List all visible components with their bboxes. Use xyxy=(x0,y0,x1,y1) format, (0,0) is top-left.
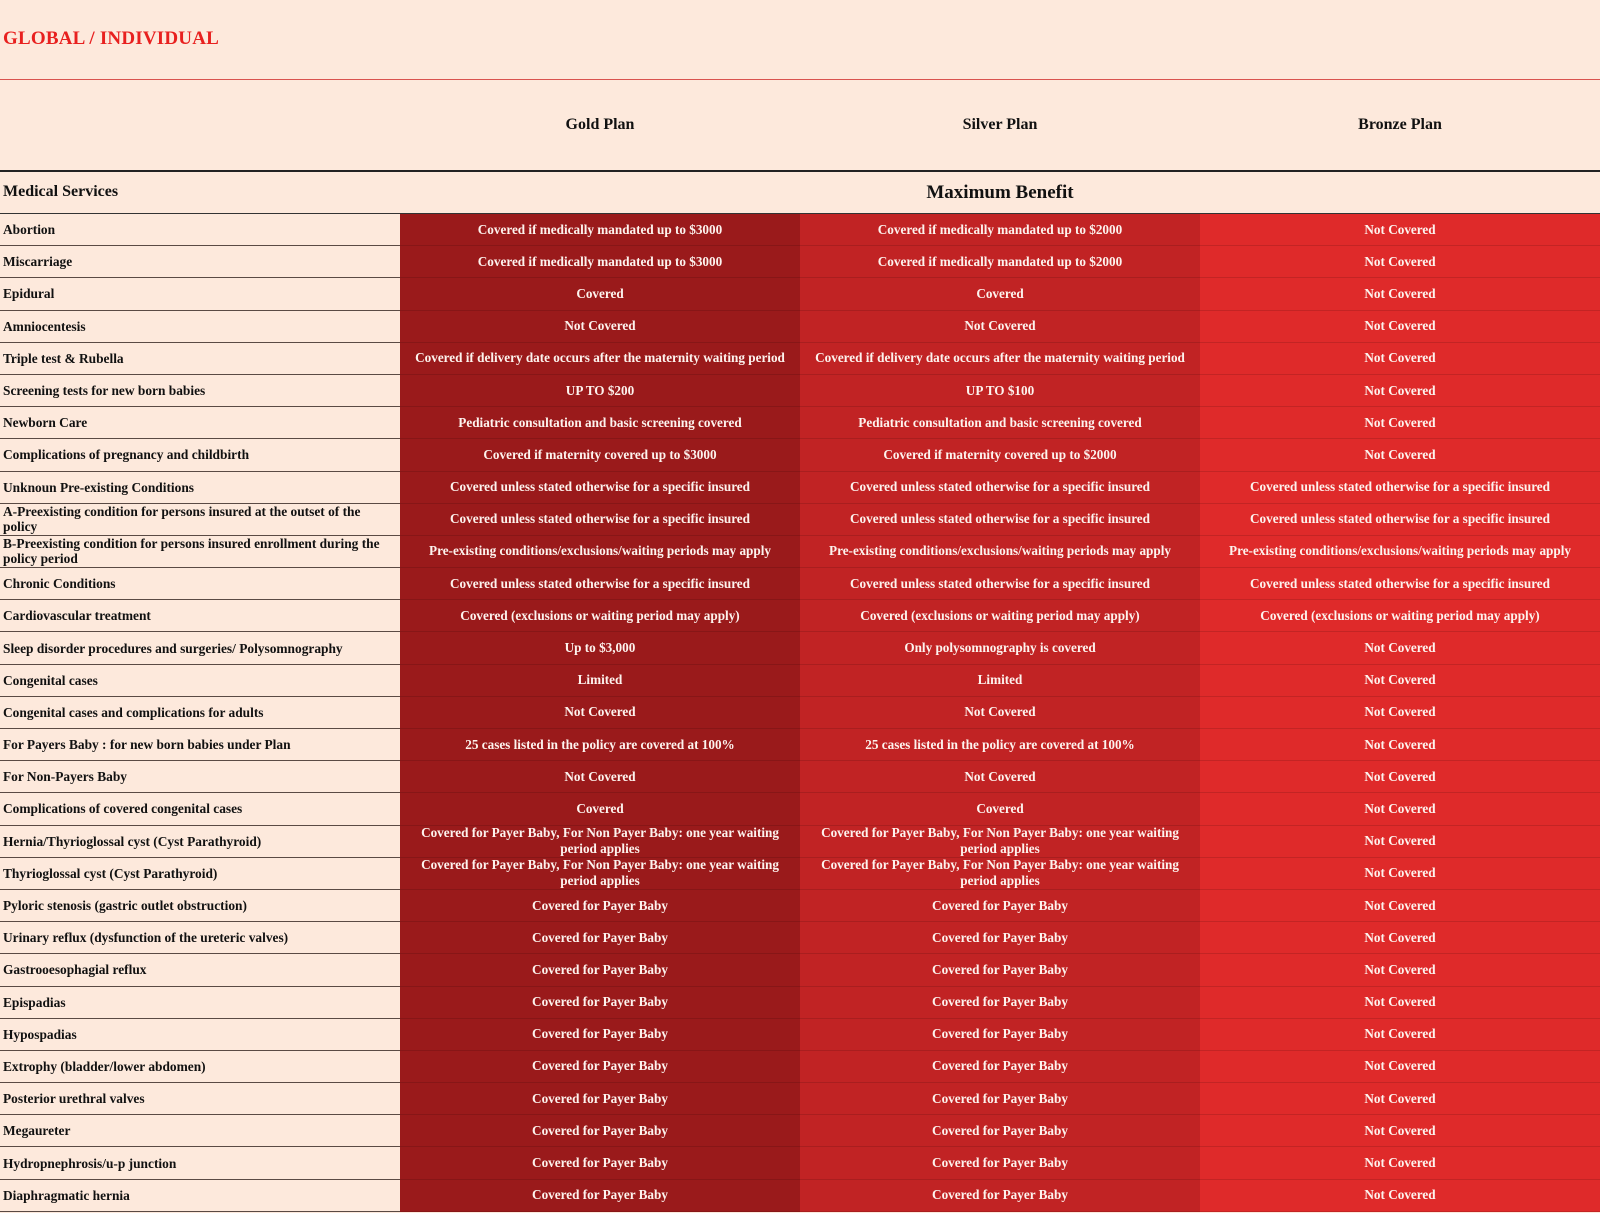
table-cell-bronze: Not Covered xyxy=(1200,214,1600,246)
table-cell-silver: Covered xyxy=(800,793,1200,825)
table-cell-gold: Pediatric consultation and basic screening covered xyxy=(400,407,800,439)
table-cell-bronze: Not Covered xyxy=(1200,826,1600,858)
table-cell-gold: Covered for Payer Baby xyxy=(400,1083,800,1115)
table-cell-gold: Covered for Payer Baby, For Non Payer Baby: one year waiting period applies xyxy=(400,826,800,858)
table-cell-gold: Up to $3,000 xyxy=(400,632,800,664)
table-cell-gold: Pre-existing conditions/exclusions/waiting periods may apply xyxy=(400,536,800,568)
table-row-service: Hypospadias xyxy=(0,1019,400,1051)
table-cell-bronze: Not Covered xyxy=(1200,761,1600,793)
plan-header-row xyxy=(0,80,1600,172)
table-row-service: Sleep disorder procedures and surgeries/ Polysomnography xyxy=(0,632,400,664)
table-cell-bronze: Not Covered xyxy=(1200,439,1600,471)
table-cell-silver: Covered for Payer Baby, For Non Payer Baby: one year waiting period applies xyxy=(800,858,1200,890)
table-cell-gold: Covered for Payer Baby xyxy=(400,987,800,1019)
table-row-service: Complications of pregnancy and childbirth xyxy=(0,439,400,471)
table-cell-silver: Covered for Payer Baby, For Non Payer Baby: one year waiting period applies xyxy=(800,826,1200,858)
table-cell-bronze: Not Covered xyxy=(1200,922,1600,954)
table-row-service: Epispadias xyxy=(0,987,400,1019)
table-cell-bronze: Not Covered xyxy=(1200,954,1600,986)
table-cell-silver: Covered for Payer Baby xyxy=(800,1180,1200,1212)
table-row-service: Screening tests for new born babies xyxy=(0,375,400,407)
plan-name-gold: Gold Plan xyxy=(565,116,635,133)
table-cell-gold: Covered unless stated otherwise for a specific insured xyxy=(400,472,800,504)
max-benefit-label: Maximum Benefit xyxy=(926,182,1074,203)
table-cell-silver: Pediatric consultation and basic screening covered xyxy=(800,407,1200,439)
table-cell-gold: Not Covered xyxy=(400,697,800,729)
table-row-service: Diaphragmatic hernia xyxy=(0,1180,400,1212)
table-cell-bronze: Not Covered xyxy=(1200,665,1600,697)
table-row-service: Extrophy (bladder/lower abdomen) xyxy=(0,1051,400,1083)
table-row-service: For Non-Payers Baby xyxy=(0,761,400,793)
table-cell-silver: Not Covered xyxy=(800,311,1200,343)
table-row-service: A-Preexisting condition for persons insured at the outset of the policy xyxy=(0,504,400,536)
table-cell-gold: Covered for Payer Baby xyxy=(400,1115,800,1147)
table-cell-gold: Covered for Payer Baby xyxy=(400,1051,800,1083)
table-row-service: Congenital cases xyxy=(0,665,400,697)
table-cell-bronze: Not Covered xyxy=(1200,343,1600,375)
plan-name-silver: Silver Plan xyxy=(962,116,1038,133)
table-cell-silver: Covered if delivery date occurs after the maternity waiting period xyxy=(800,343,1200,375)
table-cell-bronze: Not Covered xyxy=(1200,1147,1600,1179)
table-cell-gold: Limited xyxy=(400,665,800,697)
table-cell-bronze: Not Covered xyxy=(1200,1051,1600,1083)
table-cell-silver: Covered for Payer Baby xyxy=(800,1083,1200,1115)
table-cell-gold: Covered for Payer Baby, For Non Payer Baby: one year waiting period applies xyxy=(400,858,800,890)
table-row-service: Complications of covered congenital cases xyxy=(0,793,400,825)
table-row-service: Abortion xyxy=(0,214,400,246)
table-cell-gold: Covered for Payer Baby xyxy=(400,890,800,922)
table-cell-gold: Covered if delivery date occurs after the maternity waiting period xyxy=(400,343,800,375)
table-cell-bronze: Not Covered xyxy=(1200,278,1600,310)
table-row-service: Hernia/Thyrioglossal cyst (Cyst Parathyroid) xyxy=(0,826,400,858)
table-cell-bronze: Not Covered xyxy=(1200,890,1600,922)
table-cell-bronze: Not Covered xyxy=(1200,407,1600,439)
table-row-service: Posterior urethral valves xyxy=(0,1083,400,1115)
table-cell-bronze: Covered unless stated otherwise for a specific insured xyxy=(1200,472,1600,504)
table-cell-gold: Covered for Payer Baby xyxy=(400,922,800,954)
table-cell-silver: Only polysomnography is covered xyxy=(800,632,1200,664)
table-cell-gold: Not Covered xyxy=(400,311,800,343)
table-row-service: Newborn Care xyxy=(0,407,400,439)
table-cell-bronze: Not Covered xyxy=(1200,311,1600,343)
table-row-service: Epidural xyxy=(0,278,400,310)
table-row-service: Congenital cases and complications for adults xyxy=(0,697,400,729)
table-cell-gold: Covered (exclusions or waiting period may apply) xyxy=(400,600,800,632)
table-row-service: Pyloric stenosis (gastric outlet obstruction) xyxy=(0,890,400,922)
table-cell-silver: Covered for Payer Baby xyxy=(800,1115,1200,1147)
table-row-service: Hydropnephrosis/u-p junction xyxy=(0,1147,400,1179)
table-cell-bronze: Not Covered xyxy=(1200,1019,1600,1051)
table-cell-gold: Not Covered xyxy=(400,761,800,793)
table-cell-silver: Pre-existing conditions/exclusions/waiting periods may apply xyxy=(800,536,1200,568)
table-cell-silver: Covered if maternity covered up to $2000 xyxy=(800,439,1200,471)
table-cell-bronze: Not Covered xyxy=(1200,1115,1600,1147)
table-cell-gold: Covered if medically mandated up to $3000 xyxy=(400,246,800,278)
table-cell-gold: Covered if maternity covered up to $3000 xyxy=(400,439,800,471)
table-row-service: Megaureter xyxy=(0,1115,400,1147)
table-cell-bronze: Not Covered xyxy=(1200,632,1600,664)
table-cell-bronze: Covered (exclusions or waiting period may apply) xyxy=(1200,600,1600,632)
table-cell-silver: Not Covered xyxy=(800,761,1200,793)
title-bar xyxy=(0,0,1600,80)
section-header-row xyxy=(0,172,1600,214)
table-cell-bronze: Not Covered xyxy=(1200,729,1600,761)
table-cell-silver: Covered unless stated otherwise for a specific insured xyxy=(800,472,1200,504)
table-cell-bronze: Not Covered xyxy=(1200,1083,1600,1115)
table-cell-bronze: Not Covered xyxy=(1200,1180,1600,1212)
table-cell-silver: Covered for Payer Baby xyxy=(800,1019,1200,1051)
table-cell-gold: Covered xyxy=(400,278,800,310)
page-title: GLOBAL / INDIVIDUAL xyxy=(3,28,220,49)
table-cell-silver: Covered unless stated otherwise for a specific insured xyxy=(800,504,1200,536)
table-row-service: Miscarriage xyxy=(0,246,400,278)
table-row-service: Cardiovascular treatment xyxy=(0,600,400,632)
table-row-service: For Payers Baby : for new born babies under Plan xyxy=(0,729,400,761)
table-row-service: Amniocentesis xyxy=(0,311,400,343)
table-cell-silver: Covered xyxy=(800,278,1200,310)
plan-name-bronze: Bronze Plan xyxy=(1358,116,1442,133)
table-cell-silver: Covered unless stated otherwise for a specific insured xyxy=(800,568,1200,600)
table-cell-silver: Covered for Payer Baby xyxy=(800,1147,1200,1179)
table-cell-silver: Covered for Payer Baby xyxy=(800,922,1200,954)
table-cell-silver: Covered for Payer Baby xyxy=(800,1051,1200,1083)
table-cell-silver: 25 cases listed in the policy are covered at 100% xyxy=(800,729,1200,761)
table-cell-gold: Covered unless stated otherwise for a specific insured xyxy=(400,568,800,600)
table-cell-gold: Covered for Payer Baby xyxy=(400,954,800,986)
table-row-service: Urinary reflux (dysfunction of the ureteric valves) xyxy=(0,922,400,954)
table-cell-silver: UP TO $100 xyxy=(800,375,1200,407)
table-cell-silver: Covered if medically mandated up to $2000 xyxy=(800,246,1200,278)
table-row-service: Unknoun Pre-existing Conditions xyxy=(0,472,400,504)
section-label: Medical Services xyxy=(3,183,119,200)
table-cell-gold: Covered for Payer Baby xyxy=(400,1180,800,1212)
table-cell-bronze: Covered unless stated otherwise for a specific insured xyxy=(1200,504,1600,536)
table-cell-gold: Covered for Payer Baby xyxy=(400,1019,800,1051)
table-cell-gold: UP TO $200 xyxy=(400,375,800,407)
table-cell-silver: Covered if medically mandated up to $2000 xyxy=(800,214,1200,246)
table-row-service: Triple test & Rubella xyxy=(0,343,400,375)
table-cell-gold: Covered if medically mandated up to $3000 xyxy=(400,214,800,246)
table-row-service: Chronic Conditions xyxy=(0,568,400,600)
table-row-service: Gastrooesophagial reflux xyxy=(0,954,400,986)
table-cell-silver: Covered (exclusions or waiting period may apply) xyxy=(800,600,1200,632)
table-cell-bronze: Not Covered xyxy=(1200,858,1600,890)
benefits-table xyxy=(0,214,1600,1213)
table-cell-bronze: Not Covered xyxy=(1200,246,1600,278)
table-row-service: Thyrioglossal cyst (Cyst Parathyroid) xyxy=(0,858,400,890)
table-cell-silver: Not Covered xyxy=(800,697,1200,729)
table-cell-silver: Covered for Payer Baby xyxy=(800,890,1200,922)
table-cell-silver: Covered for Payer Baby xyxy=(800,987,1200,1019)
table-row-service: B-Preexisting condition for persons insured enrollment during the policy period xyxy=(0,536,400,568)
table-cell-silver: Limited xyxy=(800,665,1200,697)
table-cell-bronze: Not Covered xyxy=(1200,793,1600,825)
table-cell-bronze: Not Covered xyxy=(1200,375,1600,407)
table-cell-gold: Covered for Payer Baby xyxy=(400,1147,800,1179)
table-cell-gold: Covered xyxy=(400,793,800,825)
table-cell-bronze: Covered unless stated otherwise for a specific insured xyxy=(1200,568,1600,600)
table-cell-bronze: Pre-existing conditions/exclusions/waiting periods may apply xyxy=(1200,536,1600,568)
table-cell-gold: 25 cases listed in the policy are covered at 100% xyxy=(400,729,800,761)
table-cell-bronze: Not Covered xyxy=(1200,697,1600,729)
table-cell-silver: Covered for Payer Baby xyxy=(800,954,1200,986)
table-cell-bronze: Not Covered xyxy=(1200,987,1600,1019)
table-cell-gold: Covered unless stated otherwise for a specific insured xyxy=(400,504,800,536)
